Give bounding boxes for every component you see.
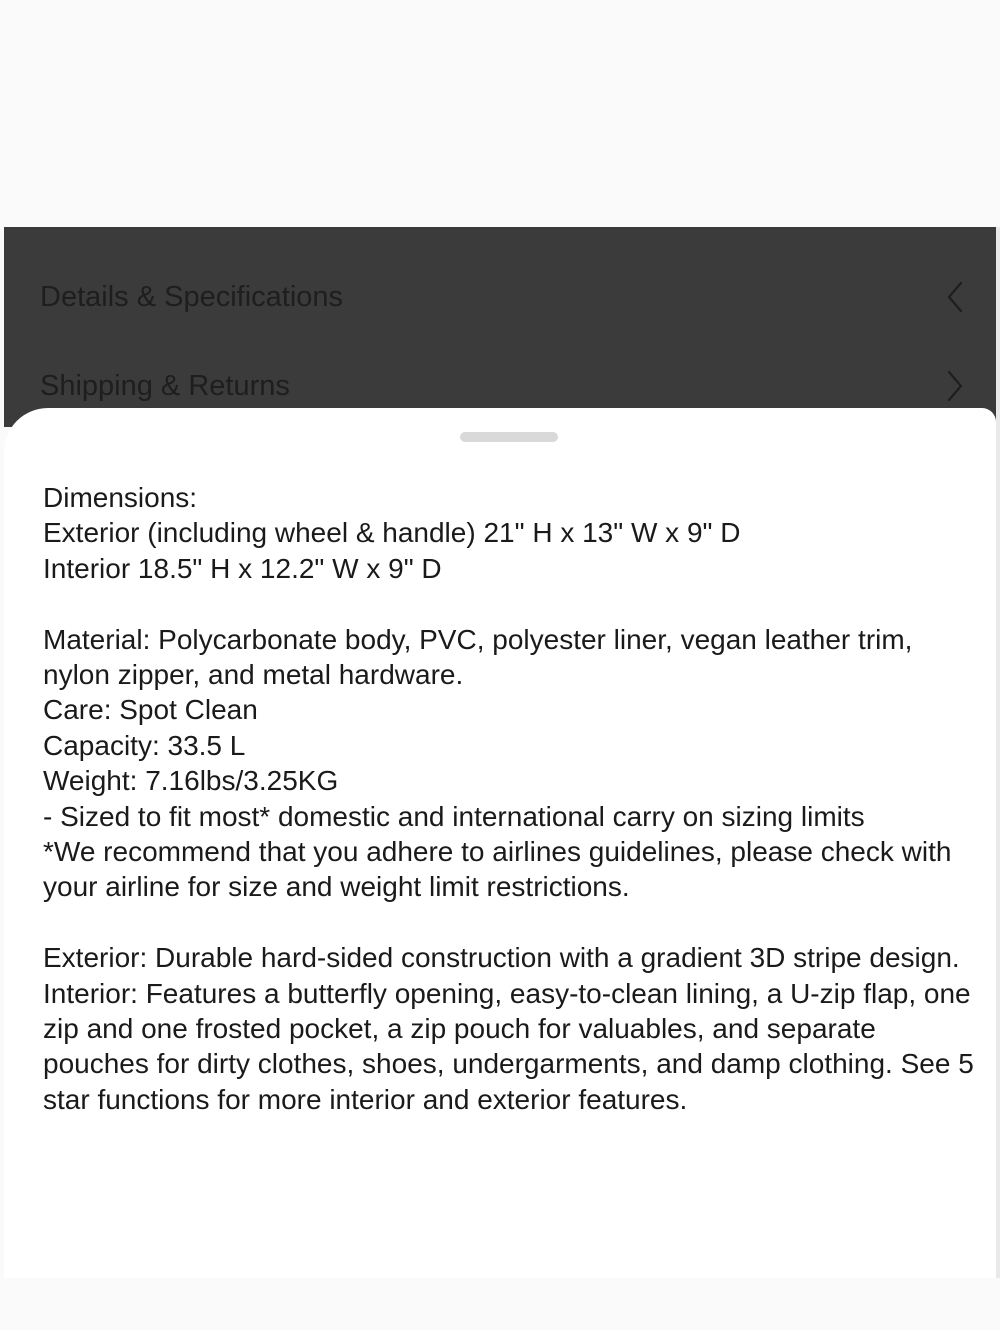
dimensions-exterior: Exterior (including wheel & handle) 21" H x 13" W x 9" D: [43, 517, 741, 549]
specs-section: [43, 622, 978, 905]
accordion-shipping-label: Shipping & Returns: [40, 370, 290, 402]
bottom-strip: [0, 1278, 1000, 1330]
sheet-drag-handle[interactable]: [460, 432, 558, 442]
exterior-feature-text: Exterior: Durable hard-sided construction with a gradient 3D stripe design.: [43, 942, 960, 974]
sizing-text: - Sized to fit most* domestic and international carry on sizing limits: [43, 800, 865, 832]
accordion-shipping-returns[interactable]: [40, 368, 960, 404]
capacity-text: Capacity: 33.5 L: [43, 729, 246, 761]
interior-feature-text: Interior: Features a butterfly opening, easy-to-clean lining, a U-zip flap, one zip and one frosted pocket, a zip pouch for valuables, and separate pouches for dirty clothes, shoes, undergarments, and damp clothing. See 5 star functions for more interior and exterior features.: [43, 977, 974, 1115]
chevron-right-icon: [944, 368, 966, 404]
accordion-details-specifications[interactable]: [40, 279, 960, 315]
dimensions-interior: Interior 18.5" H x 12.2" W x 9" D: [43, 552, 442, 584]
chevron-left-icon: [944, 279, 966, 315]
accordion-details-label: Details & Specifications: [40, 281, 344, 313]
weight-text: Weight: 7.16lbs/3.25KG: [43, 765, 339, 797]
right-edge-shadow: [996, 227, 1000, 1278]
sheet-content: [43, 480, 978, 1117]
dimensions-section: [43, 480, 978, 586]
details-bottom-sheet[interactable]: [4, 408, 996, 1278]
dimensions-heading: Dimensions:: [43, 482, 198, 513]
care-text: Care: Spot Clean: [43, 694, 258, 726]
features-section: [43, 940, 978, 1117]
top-blank-area: [0, 0, 1000, 227]
material-text: Material: Polycarbonate body, PVC, polyester liner, vegan leather trim, nylon zipper, and metal hardware.: [43, 623, 913, 691]
airline-note-text: *We recommend that you adhere to airlines guidelines, please check with your airline for size and weight limit restrictions.: [43, 836, 952, 903]
